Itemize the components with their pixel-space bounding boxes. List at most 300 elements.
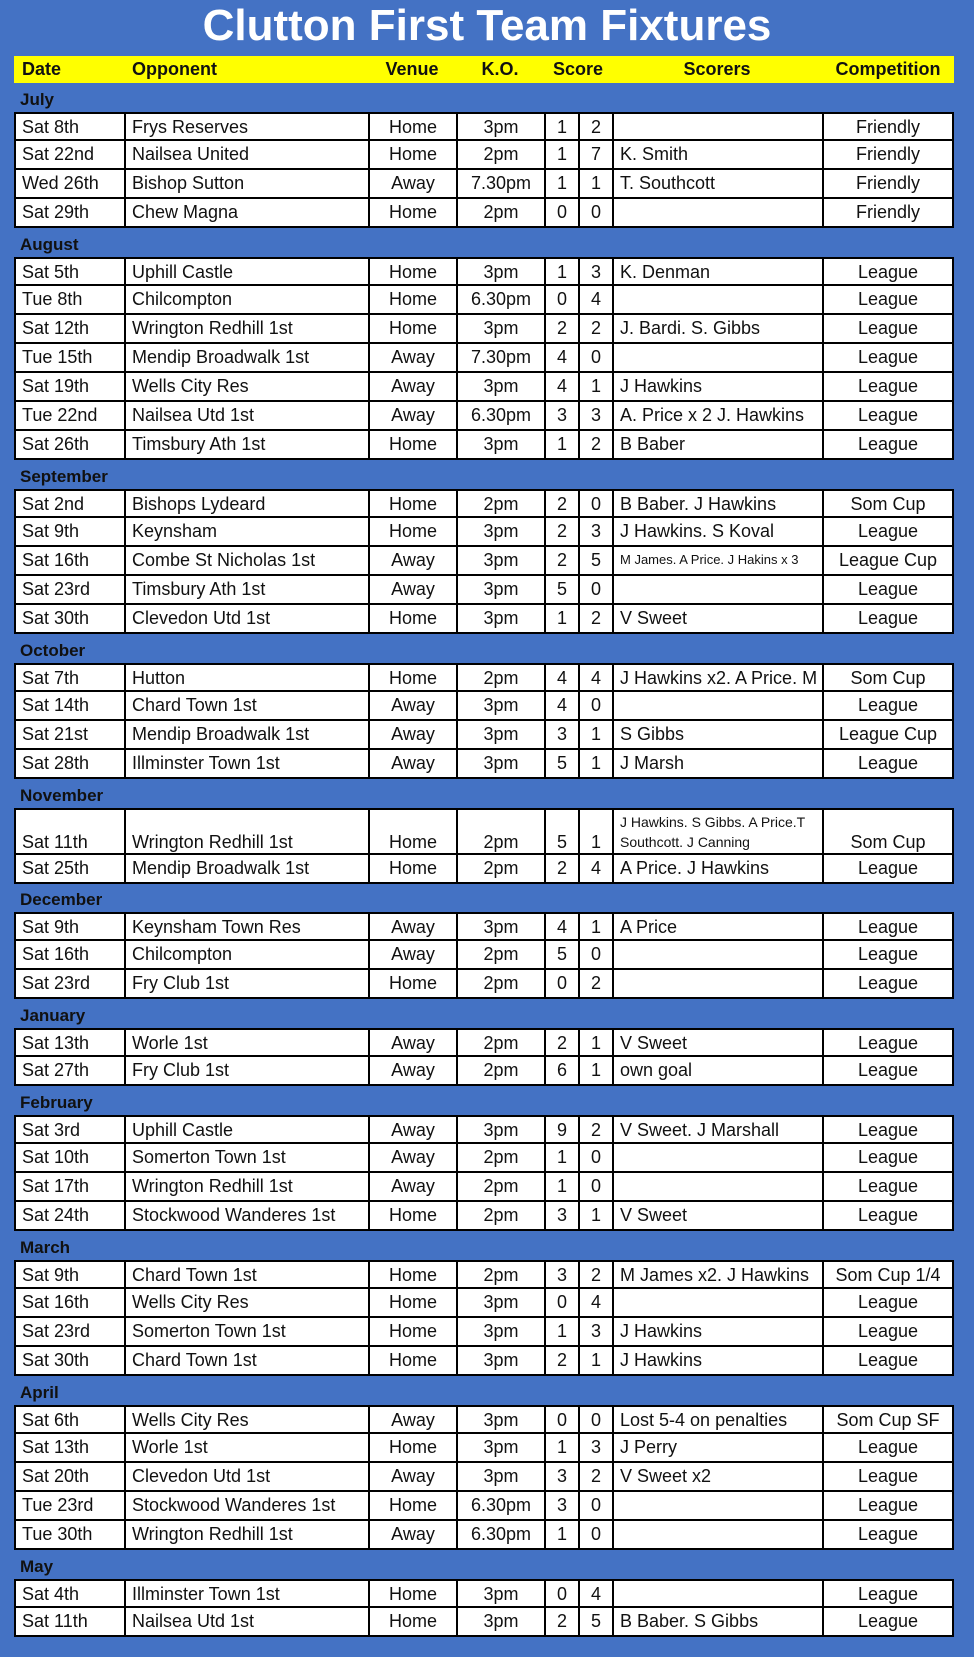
kickoff-cell: 3pm bbox=[456, 1434, 544, 1463]
kickoff-cell: 3pm bbox=[456, 257, 544, 286]
opponent-cell: Frys Reserves bbox=[124, 112, 368, 141]
date-cell: Sat 17th bbox=[14, 1173, 124, 1202]
venue-cell: Home bbox=[368, 286, 456, 315]
score-home-cell: 1 bbox=[544, 1173, 578, 1202]
venue-cell: Away bbox=[368, 750, 456, 779]
score-home-cell: 1 bbox=[544, 1521, 578, 1550]
page-title: Clutton First Team Fixtures bbox=[202, 1, 772, 50]
date-cell: Sat 7th bbox=[14, 663, 124, 692]
month-heading: January bbox=[20, 1006, 86, 1025]
competition-cell: Som Cup bbox=[822, 489, 954, 518]
score-away-cell: 4 bbox=[578, 286, 612, 315]
venue-cell: Away bbox=[368, 1115, 456, 1144]
competition-cell: League bbox=[822, 1579, 954, 1608]
date-cell: Sat 22nd bbox=[14, 141, 124, 170]
kickoff-cell: 3pm bbox=[456, 431, 544, 460]
score-home-cell: 5 bbox=[544, 941, 578, 970]
competition-cell: Som Cup bbox=[822, 808, 954, 855]
venue-cell: Away bbox=[368, 692, 456, 721]
opponent-cell: Nailsea United bbox=[124, 141, 368, 170]
kickoff-cell: 7.30pm bbox=[456, 344, 544, 373]
score-away-cell: 5 bbox=[578, 547, 612, 576]
score-home-cell: 1 bbox=[544, 431, 578, 460]
score-away-cell: 0 bbox=[578, 344, 612, 373]
opponent-cell: Stockwood Wanderes 1st bbox=[124, 1492, 368, 1521]
date-cell: Sat 24th bbox=[14, 1202, 124, 1231]
score-away-cell: 4 bbox=[578, 1579, 612, 1608]
date-cell: Sat 4th bbox=[14, 1579, 124, 1608]
fixture-row bbox=[14, 170, 954, 199]
score-away-cell: 3 bbox=[578, 257, 612, 286]
competition-cell: League bbox=[822, 344, 954, 373]
score-away-cell: 1 bbox=[578, 373, 612, 402]
scorers-cell bbox=[612, 286, 822, 315]
score-home-cell: 2 bbox=[544, 1028, 578, 1057]
fixture-row bbox=[14, 750, 954, 779]
venue-cell: Away bbox=[368, 373, 456, 402]
fixture-row bbox=[14, 257, 954, 286]
kickoff-cell: 2pm bbox=[456, 199, 544, 228]
scorers-cell: M James. A Price. J Hakins x 3 bbox=[612, 547, 822, 576]
venue-cell: Away bbox=[368, 1028, 456, 1057]
opponent-cell: Combe St Nicholas 1st bbox=[124, 547, 368, 576]
scorers-cell: J Hawkins bbox=[612, 1318, 822, 1347]
header-score: Score bbox=[552, 59, 604, 79]
fixture-row bbox=[14, 518, 954, 547]
month-heading: July bbox=[20, 90, 55, 109]
date-cell: Sat 9th bbox=[14, 912, 124, 941]
date-cell: Sat 8th bbox=[14, 112, 124, 141]
date-cell: Sat 28th bbox=[14, 750, 124, 779]
score-home-cell: 2 bbox=[544, 1347, 578, 1376]
fixture-row bbox=[14, 547, 954, 576]
fixture-row bbox=[14, 141, 954, 170]
venue-cell: Home bbox=[368, 663, 456, 692]
score-home-cell: 3 bbox=[544, 402, 578, 431]
competition-cell: League bbox=[822, 970, 954, 999]
score-home-cell: 4 bbox=[544, 373, 578, 402]
date-cell: Sat 29th bbox=[14, 199, 124, 228]
fixture-row bbox=[14, 1347, 954, 1376]
competition-cell: League bbox=[822, 431, 954, 460]
date-cell: Sat 13th bbox=[14, 1434, 124, 1463]
scorers-cell: J Hawkins bbox=[612, 373, 822, 402]
kickoff-cell: 3pm bbox=[456, 1608, 544, 1637]
fixture-row bbox=[14, 1144, 954, 1173]
month-heading: March bbox=[20, 1238, 71, 1257]
date-cell: Sat 20th bbox=[14, 1463, 124, 1492]
competition-cell: League bbox=[822, 373, 954, 402]
opponent-cell: Worle 1st bbox=[124, 1434, 368, 1463]
kickoff-cell: 3pm bbox=[456, 1579, 544, 1608]
competition-cell: Friendly bbox=[822, 112, 954, 141]
venue-cell: Away bbox=[368, 941, 456, 970]
score-home-cell: 3 bbox=[544, 1492, 578, 1521]
date-cell: Sat 30th bbox=[14, 1347, 124, 1376]
opponent-cell: Chard Town 1st bbox=[124, 1260, 368, 1289]
scorers-cell: V Sweet bbox=[612, 1202, 822, 1231]
fixture-row bbox=[14, 1492, 954, 1521]
competition-cell: Som Cup bbox=[822, 663, 954, 692]
date-cell: Sat 19th bbox=[14, 373, 124, 402]
score-home-cell: 3 bbox=[544, 721, 578, 750]
scorers-cell: A Price. J Hawkins bbox=[612, 855, 822, 884]
score-home-cell: 0 bbox=[544, 1289, 578, 1318]
scorers-cell: J. Bardi. S. Gibbs bbox=[612, 315, 822, 344]
venue-cell: Home bbox=[368, 112, 456, 141]
competition-cell: League bbox=[822, 750, 954, 779]
opponent-cell: Nailsea Utd 1st bbox=[124, 402, 368, 431]
date-cell: Sat 6th bbox=[14, 1405, 124, 1434]
score-away-cell: 4 bbox=[578, 1289, 612, 1318]
competition-cell: League bbox=[822, 941, 954, 970]
venue-cell: Home bbox=[368, 1608, 456, 1637]
scorers-cell bbox=[612, 1144, 822, 1173]
score-home-cell: 2 bbox=[544, 855, 578, 884]
score-home-cell: 2 bbox=[544, 315, 578, 344]
opponent-cell: Bishops Lydeard bbox=[124, 489, 368, 518]
month-heading: February bbox=[20, 1093, 93, 1112]
venue-cell: Away bbox=[368, 1463, 456, 1492]
competition-cell: Friendly bbox=[822, 170, 954, 199]
score-away-cell: 2 bbox=[578, 112, 612, 141]
date-cell: Sat 23rd bbox=[14, 1318, 124, 1347]
scorers-cell: V Sweet x2 bbox=[612, 1463, 822, 1492]
month-heading: August bbox=[20, 235, 79, 254]
month-heading: April bbox=[20, 1383, 59, 1402]
score-away-cell: 5 bbox=[578, 1608, 612, 1637]
competition-cell: League bbox=[822, 605, 954, 634]
date-cell: Sat 16th bbox=[14, 941, 124, 970]
date-cell: Sat 26th bbox=[14, 431, 124, 460]
venue-cell: Home bbox=[368, 1492, 456, 1521]
kickoff-cell: 3pm bbox=[456, 1318, 544, 1347]
score-home-cell: 1 bbox=[544, 257, 578, 286]
scorers-cell: J Hawkins. S Koval bbox=[612, 518, 822, 547]
opponent-cell: Wrington Redhill 1st bbox=[124, 315, 368, 344]
opponent-cell: Clevedon Utd 1st bbox=[124, 605, 368, 634]
kickoff-cell: 2pm bbox=[456, 1144, 544, 1173]
score-away-cell: 3 bbox=[578, 1434, 612, 1463]
score-away-cell: 2 bbox=[578, 970, 612, 999]
fixture-row bbox=[14, 721, 954, 750]
scorers-cell: own goal bbox=[612, 1057, 822, 1086]
kickoff-cell: 2pm bbox=[456, 663, 544, 692]
competition-cell: Friendly bbox=[822, 141, 954, 170]
score-away-cell: 1 bbox=[578, 1057, 612, 1086]
date-cell: Sat 12th bbox=[14, 315, 124, 344]
opponent-cell: Mendip Broadwalk 1st bbox=[124, 721, 368, 750]
scorers-cell: J Marsh bbox=[612, 750, 822, 779]
opponent-cell: Chilcompton bbox=[124, 286, 368, 315]
score-away-cell: 0 bbox=[578, 941, 612, 970]
score-away-cell: 2 bbox=[578, 605, 612, 634]
scorers-cell: M James x2. J Hawkins bbox=[612, 1260, 822, 1289]
scorers-cell: V Sweet bbox=[612, 605, 822, 634]
score-away-cell: 0 bbox=[578, 692, 612, 721]
scorers-cell: A Price bbox=[612, 912, 822, 941]
opponent-cell: Mendip Broadwalk 1st bbox=[124, 344, 368, 373]
kickoff-cell: 2pm bbox=[456, 941, 544, 970]
venue-cell: Home bbox=[368, 855, 456, 884]
scorers-cell: V Sweet. J Marshall bbox=[612, 1115, 822, 1144]
competition-cell: League bbox=[822, 286, 954, 315]
opponent-cell: Uphill Castle bbox=[124, 1115, 368, 1144]
score-home-cell: 2 bbox=[544, 547, 578, 576]
score-home-cell: 4 bbox=[544, 912, 578, 941]
date-cell: Sat 11th bbox=[14, 1608, 124, 1637]
competition-cell: League bbox=[822, 1463, 954, 1492]
opponent-cell: Timsbury Ath 1st bbox=[124, 576, 368, 605]
opponent-cell: Wells City Res bbox=[124, 373, 368, 402]
opponent-cell: Chard Town 1st bbox=[124, 1347, 368, 1376]
kickoff-cell: 2pm bbox=[456, 1028, 544, 1057]
kickoff-cell: 3pm bbox=[456, 912, 544, 941]
scorers-cell bbox=[612, 1579, 822, 1608]
opponent-cell: Illminster Town 1st bbox=[124, 750, 368, 779]
venue-cell: Away bbox=[368, 576, 456, 605]
date-cell: Tue 23rd bbox=[14, 1492, 124, 1521]
score-away-cell: 2 bbox=[578, 1115, 612, 1144]
scorers-cell bbox=[612, 344, 822, 373]
kickoff-cell: 3pm bbox=[456, 547, 544, 576]
date-cell: Sat 25th bbox=[14, 855, 124, 884]
competition-cell: League bbox=[822, 1057, 954, 1086]
score-away-cell: 1 bbox=[578, 170, 612, 199]
opponent-cell: Somerton Town 1st bbox=[124, 1318, 368, 1347]
kickoff-cell: 2pm bbox=[456, 855, 544, 884]
score-away-cell: 1 bbox=[578, 721, 612, 750]
fixture-row bbox=[14, 1202, 954, 1231]
score-away-cell: 0 bbox=[578, 489, 612, 518]
venue-cell: Home bbox=[368, 489, 456, 518]
score-home-cell: 4 bbox=[544, 692, 578, 721]
score-home-cell: 2 bbox=[544, 1608, 578, 1637]
fixture-row bbox=[14, 1289, 954, 1318]
score-home-cell: 4 bbox=[544, 663, 578, 692]
fixture-row bbox=[14, 431, 954, 460]
date-cell: Sat 16th bbox=[14, 547, 124, 576]
venue-cell: Away bbox=[368, 1405, 456, 1434]
kickoff-cell: 7.30pm bbox=[456, 170, 544, 199]
scorers-cell: B Baber bbox=[612, 431, 822, 460]
score-away-cell: 0 bbox=[578, 576, 612, 605]
scorers-cell bbox=[612, 941, 822, 970]
score-away-cell: 7 bbox=[578, 141, 612, 170]
opponent-cell: Wrington Redhill 1st bbox=[124, 1173, 368, 1202]
competition-cell: League bbox=[822, 257, 954, 286]
date-cell: Sat 13th bbox=[14, 1028, 124, 1057]
date-cell: Sat 23rd bbox=[14, 970, 124, 999]
scorers-cell bbox=[612, 112, 822, 141]
score-away-cell: 2 bbox=[578, 1260, 612, 1289]
score-home-cell: 1 bbox=[544, 1318, 578, 1347]
kickoff-cell: 3pm bbox=[456, 373, 544, 402]
competition-cell: League bbox=[822, 855, 954, 884]
date-cell: Sat 30th bbox=[14, 605, 124, 634]
opponent-cell: Hutton bbox=[124, 663, 368, 692]
date-cell: Sat 14th bbox=[14, 692, 124, 721]
kickoff-cell: 6.30pm bbox=[456, 1521, 544, 1550]
score-home-cell: 1 bbox=[544, 1434, 578, 1463]
kickoff-cell: 3pm bbox=[456, 721, 544, 750]
score-home-cell: 1 bbox=[544, 170, 578, 199]
venue-cell: Away bbox=[368, 402, 456, 431]
fixture-row bbox=[14, 576, 954, 605]
month-heading: September bbox=[20, 467, 108, 486]
venue-cell: Home bbox=[368, 1579, 456, 1608]
score-home-cell: 1 bbox=[544, 605, 578, 634]
venue-cell: Home bbox=[368, 1318, 456, 1347]
competition-cell: League bbox=[822, 1492, 954, 1521]
score-home-cell: 3 bbox=[544, 1202, 578, 1231]
score-away-cell: 3 bbox=[578, 402, 612, 431]
opponent-cell: Illminster Town 1st bbox=[124, 1579, 368, 1608]
date-cell: Sat 21st bbox=[14, 721, 124, 750]
venue-cell: Home bbox=[368, 315, 456, 344]
month-heading: November bbox=[20, 786, 104, 805]
kickoff-cell: 2pm bbox=[456, 1057, 544, 1086]
score-away-cell: 4 bbox=[578, 663, 612, 692]
opponent-cell: Keynsham Town Res bbox=[124, 912, 368, 941]
venue-cell: Home bbox=[368, 1260, 456, 1289]
score-home-cell: 0 bbox=[544, 1579, 578, 1608]
kickoff-cell: 3pm bbox=[456, 1289, 544, 1318]
score-away-cell: 3 bbox=[578, 518, 612, 547]
score-home-cell: 5 bbox=[544, 750, 578, 779]
competition-cell: League bbox=[822, 402, 954, 431]
venue-cell: Home bbox=[368, 141, 456, 170]
kickoff-cell: 2pm bbox=[456, 489, 544, 518]
venue-cell: Home bbox=[368, 1202, 456, 1231]
scorers-cell bbox=[612, 1492, 822, 1521]
kickoff-cell: 3pm bbox=[456, 750, 544, 779]
venue-cell: Home bbox=[368, 518, 456, 547]
competition-cell: League bbox=[822, 1115, 954, 1144]
kickoff-cell: 6.30pm bbox=[456, 402, 544, 431]
score-away-cell: 1 bbox=[578, 1202, 612, 1231]
venue-cell: Home bbox=[368, 199, 456, 228]
competition-cell: League bbox=[822, 315, 954, 344]
header-competition: Competition bbox=[835, 59, 941, 79]
scorers-cell: V Sweet bbox=[612, 1028, 822, 1057]
fixture-row bbox=[14, 605, 954, 634]
fixture-row bbox=[14, 199, 954, 228]
score-home-cell: 4 bbox=[544, 344, 578, 373]
score-home-cell: 1 bbox=[544, 112, 578, 141]
header-scorers: Scorers bbox=[683, 59, 751, 79]
fixture-row bbox=[14, 1579, 954, 1608]
fixture-row bbox=[14, 373, 954, 402]
opponent-cell: Wells City Res bbox=[124, 1289, 368, 1318]
fixture-row bbox=[14, 1318, 954, 1347]
score-home-cell: 6 bbox=[544, 1057, 578, 1086]
kickoff-cell: 3pm bbox=[456, 112, 544, 141]
kickoff-cell: 3pm bbox=[456, 692, 544, 721]
scorers-cell bbox=[612, 970, 822, 999]
scorers-cell: S Gibbs bbox=[612, 721, 822, 750]
kickoff-cell: 2pm bbox=[456, 141, 544, 170]
competition-cell: League bbox=[822, 1347, 954, 1376]
competition-cell: League bbox=[822, 912, 954, 941]
date-cell: Tue 8th bbox=[14, 286, 124, 315]
kickoff-cell: 3pm bbox=[456, 1347, 544, 1376]
scorers-cell: A. Price x 2 J. Hawkins bbox=[612, 402, 822, 431]
venue-cell: Away bbox=[368, 1057, 456, 1086]
fixture-row bbox=[14, 1405, 954, 1434]
header-row bbox=[14, 56, 954, 83]
opponent-cell: Fry Club 1st bbox=[124, 1057, 368, 1086]
fixture-row bbox=[14, 344, 954, 373]
opponent-cell: Uphill Castle bbox=[124, 257, 368, 286]
competition-cell: League bbox=[822, 1608, 954, 1637]
opponent-cell: Mendip Broadwalk 1st bbox=[124, 855, 368, 884]
kickoff-cell: 3pm bbox=[456, 1463, 544, 1492]
date-cell: Tue 15th bbox=[14, 344, 124, 373]
venue-cell: Away bbox=[368, 170, 456, 199]
opponent-cell: Keynsham bbox=[124, 518, 368, 547]
scorers-cell: J Hawkins x2. A Price. M bbox=[612, 663, 822, 692]
score-home-cell: 9 bbox=[544, 1115, 578, 1144]
fixture-row bbox=[14, 1115, 954, 1144]
header-venue: Venue bbox=[385, 59, 439, 79]
score-home-cell: 5 bbox=[544, 808, 578, 855]
score-home-cell: 0 bbox=[544, 970, 578, 999]
scorers-cell: J Hawkins bbox=[612, 1347, 822, 1376]
scorers-cell: J Hawkins. S Gibbs. A Price.T Southcott. J Canning bbox=[612, 808, 822, 855]
date-cell: Wed 26th bbox=[14, 170, 124, 199]
score-home-cell: 0 bbox=[544, 1405, 578, 1434]
kickoff-cell: 6.30pm bbox=[456, 286, 544, 315]
score-away-cell: 1 bbox=[578, 1028, 612, 1057]
opponent-cell: Chard Town 1st bbox=[124, 692, 368, 721]
fixture-row bbox=[14, 663, 954, 692]
score-home-cell: 5 bbox=[544, 576, 578, 605]
opponent-cell: Stockwood Wanderes 1st bbox=[124, 1202, 368, 1231]
venue-cell: Home bbox=[368, 1434, 456, 1463]
fixture-row bbox=[14, 1173, 954, 1202]
kickoff-cell: 3pm bbox=[456, 1405, 544, 1434]
score-away-cell: 0 bbox=[578, 1405, 612, 1434]
date-cell: Tue 30th bbox=[14, 1521, 124, 1550]
scorers-cell: J Perry bbox=[612, 1434, 822, 1463]
scorers-cell: Lost 5-4 on penalties bbox=[612, 1405, 822, 1434]
fixture-row bbox=[14, 286, 954, 315]
competition-cell: League bbox=[822, 1521, 954, 1550]
venue-cell: Away bbox=[368, 547, 456, 576]
venue-cell: Home bbox=[368, 808, 456, 855]
score-home-cell: 1 bbox=[544, 141, 578, 170]
date-cell: Sat 9th bbox=[14, 518, 124, 547]
venue-cell: Away bbox=[368, 912, 456, 941]
scorers-cell: T. Southcott bbox=[612, 170, 822, 199]
opponent-cell: Fry Club 1st bbox=[124, 970, 368, 999]
venue-cell: Home bbox=[368, 1347, 456, 1376]
header-date: Date bbox=[22, 59, 62, 79]
kickoff-cell: 2pm bbox=[456, 1173, 544, 1202]
venue-cell: Home bbox=[368, 1289, 456, 1318]
competition-cell: League bbox=[822, 1144, 954, 1173]
fixture-row bbox=[14, 1521, 954, 1550]
competition-cell: Som Cup 1/4 bbox=[822, 1260, 954, 1289]
scorers-cell bbox=[612, 692, 822, 721]
score-home-cell: 1 bbox=[544, 1144, 578, 1173]
score-away-cell: 1 bbox=[578, 808, 612, 855]
scorers-cell: B Baber. J Hawkins bbox=[612, 489, 822, 518]
fixture-row bbox=[14, 402, 954, 431]
date-cell: Sat 2nd bbox=[14, 489, 124, 518]
venue-cell: Away bbox=[368, 1173, 456, 1202]
